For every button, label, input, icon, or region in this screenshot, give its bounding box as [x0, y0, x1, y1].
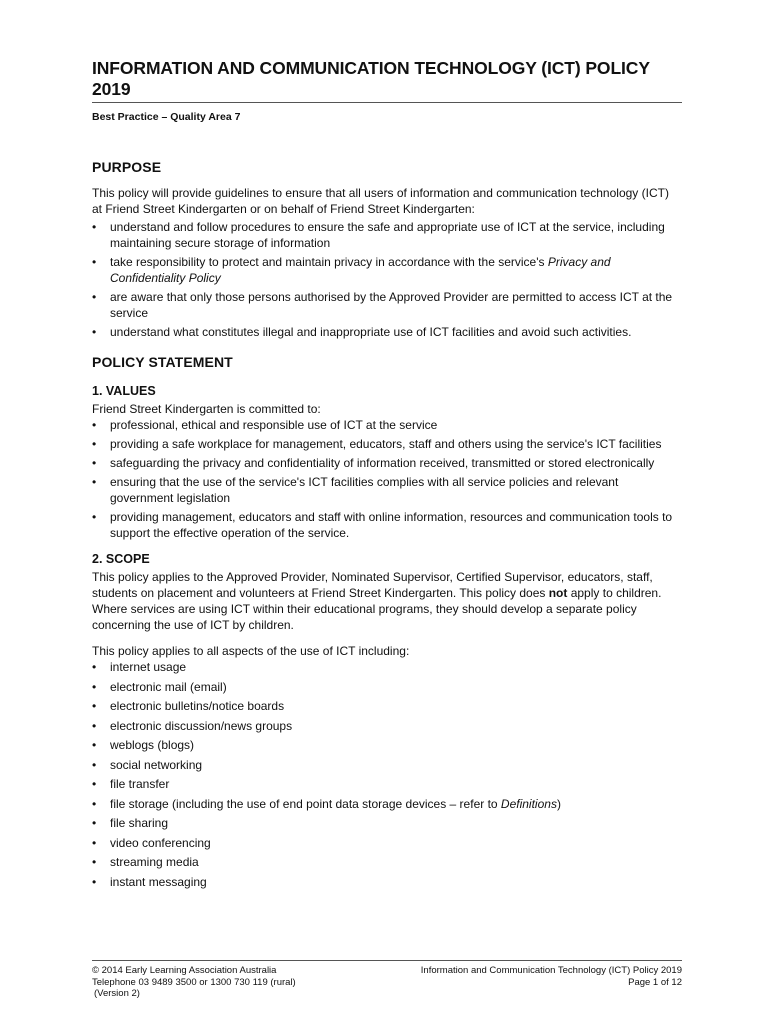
list-item: • are aware that only those persons authorised by the Approved Provider are permitted to access ICT at the service: [92, 289, 682, 321]
scope-paragraph: [92, 569, 682, 633]
page-title: INFORMATION AND COMMUNICATION TECHNOLOGY (ICT) POLICY 2019: [92, 58, 682, 103]
list-item: • file transfer: [92, 776, 682, 792]
list-item: • understand and follow procedures to ensure the safe and appropriate use of ICT at the service, including maintaining secure storage of information: [92, 219, 682, 251]
list-item: • understand what constitutes illegal and inappropriate use of ICT facilities and avoid such activities.: [92, 324, 682, 340]
purpose-intro: This policy will provide guidelines to ensure that all users of information and communication technology (ICT) at Friend Street Kindergarten or on behalf of Friend Street Kindergarten:: [92, 186, 669, 216]
list-item: • instant messaging: [92, 874, 682, 890]
list-item: • internet usage: [92, 659, 682, 675]
purpose-heading: PURPOSE: [92, 159, 162, 175]
footer-left: [92, 965, 296, 1000]
values-intro: Friend Street Kindergarten is committed to:: [92, 402, 321, 416]
list-item: • safeguarding the privacy and confidentiality of information received, transmitted or stored electronically: [92, 455, 682, 471]
list-item: • professional, ethical and responsible use of ICT at the service: [92, 417, 682, 433]
scope-text-after: apply to children. Where services are using ICT within their educational programs, they should develop a separate policy concerning the use of ICT by children.: [92, 586, 662, 632]
list-item: • video conferencing: [92, 835, 682, 851]
purpose-list: [92, 219, 682, 340]
list-item: • streaming media: [92, 854, 682, 870]
footer-page-number: Page 1 of 12: [628, 976, 682, 988]
list-item: • providing a safe workplace for management, educators, staff and others using the service's ICT facilities: [92, 436, 682, 452]
scope-emphasis: not: [548, 586, 568, 600]
definitions-reference: Definitions: [500, 796, 557, 811]
list-item-close: ): [556, 796, 561, 811]
list-item: [92, 254, 682, 286]
scope-heading: 2. SCOPE: [92, 552, 150, 566]
page-subtitle: Best Practice – Quality Area 7: [92, 111, 241, 123]
page-footer: [92, 960, 682, 999]
list-item: • electronic bulletins/notice boards: [92, 698, 682, 714]
list-item-text: file storage (including the use of end point data storage devices – refer to: [110, 796, 501, 811]
list-item: • providing management, educators and staff with online information, resources and communication tools to support the effective operation of the service.: [92, 509, 682, 541]
list-item: • electronic discussion/news groups: [92, 718, 682, 734]
privacy-policy-reference: Privacy and Confidentiality Policy: [110, 255, 611, 285]
footer-right: [421, 965, 682, 988]
scope-text-before: This policy applies to the Approved Provider, Nominated Supervisor, Certified Supervisor, educators, staff, students on placement and volunteers at Friend Street Kindergarten. This policy does: [92, 570, 653, 600]
footer-doc-title: Information and Communication Technology (ICT) Policy 2019: [420, 965, 682, 976]
values-list: [92, 417, 682, 541]
scope-applies-paragraph: This policy applies to all aspects of the use of ICT including:: [92, 644, 410, 658]
policy-statement-heading: POLICY STATEMENT: [92, 354, 233, 370]
footer-version: (Version 2): [94, 988, 140, 999]
values-heading: 1. VALUES: [92, 384, 156, 398]
footer-telephone: Telephone 03 9489 3500 or 1300 730 119 (rural): [92, 976, 296, 988]
document-page: [92, 58, 682, 893]
footer-copyright: © 2014 Early Learning Association Australia: [92, 965, 277, 976]
list-item: [92, 796, 682, 812]
scope-list: [92, 659, 682, 890]
list-item: • electronic mail (email): [92, 679, 682, 695]
list-item: • file sharing: [92, 815, 682, 831]
list-item: • ensuring that the use of the service's ICT facilities complies with all service policies and relevant government legislation: [92, 474, 682, 506]
list-item: • social networking: [92, 757, 682, 773]
list-item: • weblogs (blogs): [92, 737, 682, 753]
list-item-text: take responsibility to protect and maintain privacy in accordance with the service's: [110, 255, 545, 269]
